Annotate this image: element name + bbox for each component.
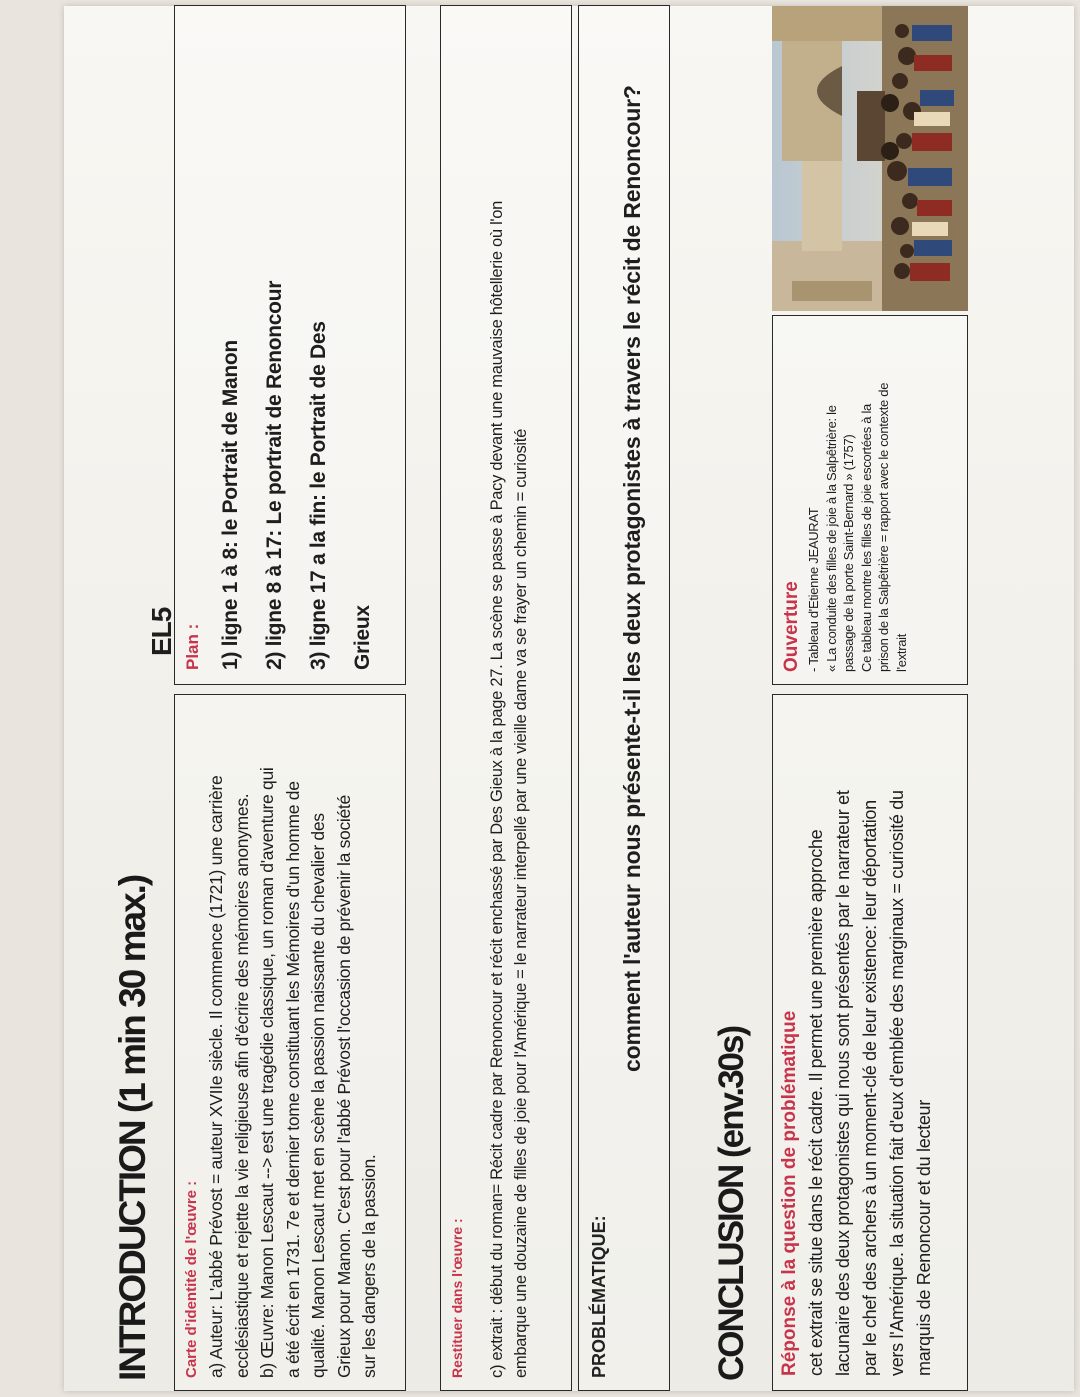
ouverture-box: [772, 315, 968, 685]
reponse-line: lacunaire des deux protagonistes qui nous sont présentés par le narrateur et: [833, 790, 853, 1376]
carte-line: qualité. Manon Lescaut met en scène la passion naissante du chevalier des: [308, 813, 328, 1378]
reponse-line: par le chef des archers à un moment-clé de leur existence: leur déportation: [860, 800, 880, 1376]
reponse-box: [772, 694, 968, 1391]
document-page: [64, 6, 1074, 1391]
plan-line: Grieux: [351, 605, 374, 670]
plan-lines: [209, 16, 385, 670]
carte-line: a) Auteur: L'abbé Prévost = auteur XVIIe siècle. Il commence (1721) une carrière: [206, 775, 226, 1378]
carte-line: Grieux pour Manon. C'est pour l'abbé Prévost l'occasion de prévenir la société: [333, 795, 354, 1378]
carte-line: sur les dangers de la passion.: [359, 1154, 379, 1378]
plan-box: [174, 5, 406, 685]
ouverture-line: - Tableau d'Etienne JEAURAT: [806, 507, 821, 672]
plan-label: Plan :: [183, 623, 202, 670]
ouverture-line: Ce tableau montre les filles de joie escortées à la: [858, 404, 874, 672]
carte-identite-text: [204, 705, 383, 1378]
carte-line: ecclésiastique et rejette la vie religieuse afin d'écrire des mémoires anonymes.: [231, 793, 252, 1378]
plan-line: 2) ligne 8 à 17: Le portrait de Renoncour: [263, 280, 286, 670]
restituer-label: Restituer dans l'œuvre :: [449, 1218, 465, 1378]
problematique-label: PROBLÉMATIQUE:: [589, 1215, 609, 1378]
introduction-title: INTRODUCTION (1 min 30 max.): [112, 875, 153, 1381]
ouverture-line: l'extrait: [893, 633, 909, 672]
plan-line: 3) ligne 17 a la fin: le Portrait de Des: [307, 321, 330, 670]
carte-identite-box: [174, 694, 406, 1391]
ouverture-line: passage de la porte Saint-Bernard » (1757): [841, 434, 856, 672]
restituer-line: embarque une douzaine de filles de joie pour l'Amérique = le narrateur interpellé par une vieille dame va se frayer un chemin = curiosité: [512, 429, 530, 1378]
reponse-line: cet extrait se situe dans le récit cadre. Il permet une première approche: [806, 829, 826, 1376]
rotated-content: [64, 6, 1074, 1391]
ouverture-label: Ouverture: [781, 581, 802, 672]
carte-identite-label: Carte d'identité de l'œuvre :: [183, 1180, 200, 1378]
document-code: EL5: [146, 607, 177, 656]
reponse-label: Réponse à la question de problématique: [779, 1010, 800, 1376]
conclusion-title: CONCLUSION (env.30s): [712, 1026, 751, 1381]
plan-line: 1) ligne 1 à 8: le Portrait de Manon: [219, 340, 242, 670]
reponse-line: marquis de Renoncour et du lecteur: [914, 1100, 934, 1376]
painting-image: [772, 6, 968, 311]
restituer-box: [440, 5, 572, 1391]
problematique-question: comment l'auteur nous présente-t-il les deux protagonistes à travers le récit de Renoncour?: [619, 85, 645, 1072]
ouverture-line: prison de la Salpêtrière = rapport avec le contexte de: [876, 382, 891, 672]
restituer-line: c) extrait : début du roman= Récit cadre par Renoncour et récit enchassé par Des Gieux à la page 27. La scène se passe à Pacy devant une mauvaise hôtellerie où l'on: [488, 200, 506, 1378]
ouverture-text: [805, 324, 910, 672]
restituer-text: [485, 16, 533, 1378]
carte-line: b) Œuvre: Manon Lescaut --> est une tragédie classique, un roman d'aventure qui: [257, 767, 277, 1378]
carte-line: a été écrit en 1731. 7e et dernier tome constituant les Mémoires d'un homme de: [282, 781, 303, 1378]
ouverture-line: « La conduite des filles de joie à la Salpêtrière: le: [823, 405, 839, 672]
problematique-box: [578, 5, 670, 1391]
reponse-line: vers l'Amérique. la situation fait d'eux d'emblée des marginaux = curiosité du: [887, 790, 907, 1376]
reponse-text: [803, 705, 938, 1376]
painting-illustration: [772, 6, 968, 311]
